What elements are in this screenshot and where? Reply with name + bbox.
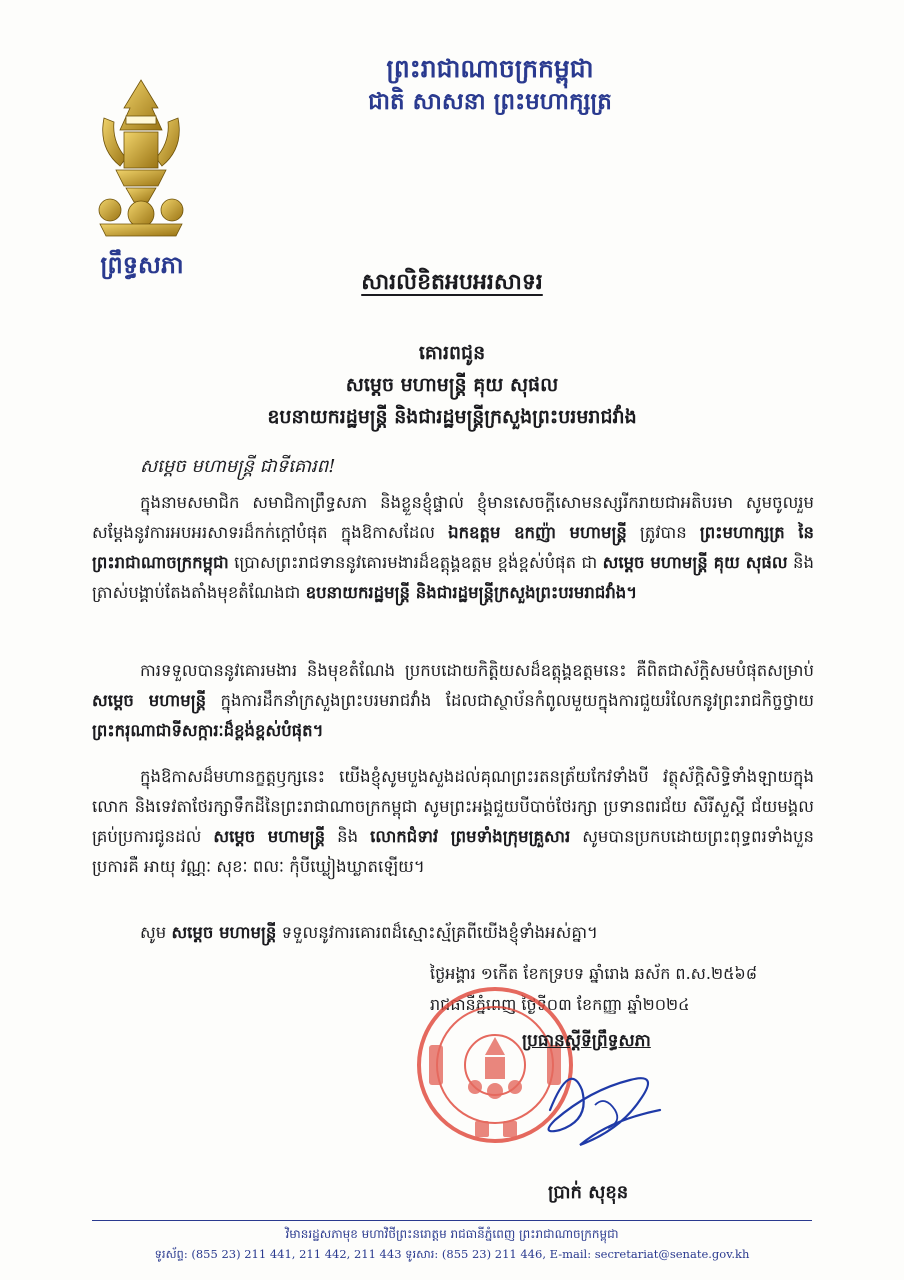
footer-contacts: ទូរស័ព្ទ: (855 23) 211 441, 211 442, 211 443 ទូរសារ: (855 23) 211 446, E-mail: secretariat@senate.gov.kh [154,1247,750,1261]
recipient-block [100,337,804,433]
p1-bold-king: ព្រះមហាក្សត្រ នៃព្រះរាជាណាចក្រកម្ពុជា [92,523,814,572]
p4-bold-name: សម្តេច មហាមន្ត្រី [171,923,277,942]
letter-title: សារលិខិតអបអរសាទរ [361,269,543,295]
p2-bold-name: សម្តេច មហាមន្ត្រី [92,691,207,710]
p2-text-2: ក្នុងការដឹកនាំក្រសួងព្រះបរមរាជវាំង ដែលជាស្ថាប័នកំពូលមួយក្នុងការជួយរំលែកនូវព្រះរាជកិច្ចថ្វាយ [206,691,814,710]
p3-text-3: សូមបានប្រកបដោយព្រះពុទ្ធពរទាំងបួនប្រការគឺ អាយុ វណ្ណៈ សុខៈ ពលៈ កុំបីឃ្លៀងឃ្លាតឡើយ។ [92,827,815,876]
kingdom-header [300,52,680,118]
p2-bold-king: ព្រះករុណាជាទីសក្ការៈដ៏ខ្ពង់ខ្ពស់បំផុត។ [92,721,324,740]
salutation: សម្តេច មហាមន្ត្រី ជាទីគោរព! [140,456,336,477]
paragraph-1 [92,488,814,608]
p3-text: ក្នុងឱកាសដ៏មហានក្ខត្តឫក្សនេះ យើងខ្ញុំសូមបួងសួងដល់គុណព្រះរតនត្រ័យកែវទាំងបី វត្ថុស័ក្តិសិទ្ធិទាំងឡាយក្នុងលោក និងទេវតាថែរក្សាទឹកដីនៃព្រះរាជាណាចក្រកម្ពុជា សូមព្រះអង្គជួយបីបាច់ថែរក្សា ប្រទានពរជ័យ សិរីសួស្តី ជ័យមង្គលគ្រប់ប្រការជូនដល់ [92,767,814,846]
kingdom-name: ព្រះរាជាណាចក្រកម្ពុជា [386,54,594,83]
footer-divider [92,1220,812,1221]
p4-text-2: ទទួលនូវការគោរពដ៏ស្មោះស្ម័គ្រពីយើងខ្ញុំទាំងអស់គ្នា។ [276,923,598,942]
p2-text: ការទទួលបាននូវគោរមងារ និងមុខតំណែង ប្រកបដោយកិត្តិយសដ៏ឧត្តុង្គឧត្តមនេះ គឺពិតជាស័ក្តិសមបំផុតសម្រាប់ [140,661,814,680]
p1-text-3: ប្រោសព្រះរាជទាននូវគោរមងារដ៏ឧត្តុង្គឧត្តម ខ្ពង់ខ្ពស់បំផុត ជា [228,553,603,572]
p3-text-2: និង [325,827,371,846]
paragraph-2 [92,656,814,746]
signer-title: ប្រធានស្តីទីព្រឹទ្ធសភា [522,1031,651,1051]
handwritten-signature [520,1050,680,1160]
recipient-position: ឧបនាយករដ្ឋមន្ត្រី និងជារដ្ឋមន្ត្រីក្រសួងព្រះបរមរាជវាំង [267,406,637,428]
p1-text-2: ត្រូវបាន [626,523,700,542]
p4-text: សូម [140,923,172,942]
p3-bold-name: សម្តេច មហាមន្ត្រី [213,827,326,846]
signer-name: ប្រាក់ សុខុន [548,1182,629,1203]
senate-emblem-logo [96,78,186,238]
solar-date: រាជធានីភ្នំពេញ ថ្ងៃទី០៣ ខែកញ្ញា ឆ្នាំ២០២៤ [430,995,690,1014]
greeting-line: គោរពជូន [418,342,486,364]
p1-text-4: និងត្រាស់បង្គាប់តែងតាំងមុខតំណែងជា [92,553,814,602]
lunar-date: ថ្ងៃអង្គារ ១កើត ខែកទ្របទ ឆ្នាំរោង ឆស័ក ព.ស.២៥៦៨ [430,964,758,983]
p1-bold-position: ឧបនាយករដ្ឋមន្ត្រី និងជារដ្ឋមន្ត្រីក្រសួងព្រះបរមរាជវាំង។ [305,583,638,602]
p1-text: ក្នុងនាមសមាជិក សមាជិកាព្រឹទ្ធសភា និងខ្លួនខ្ញុំផ្ទាល់ ខ្ញុំមានសេចក្តីសោមនស្សរីករាយជាអតិបរមា សូមចូលរួមសម្តែងនូវការអបអរសាទរដ៏កក់ក្តៅបំផុត ក្នុងឱកាសដែល [92,493,814,542]
footer-address: វិមានរដ្ឋសភាមុខ មហាវិថីព្រះនរោត្តម រាជធានីភ្នំពេញ ព្រះរាជាណាចក្រកម្ពុជា [285,1227,619,1241]
paragraph-4 [140,918,862,948]
institution-name: ព្រឹទ្ធសភា [100,250,184,279]
recipient-name: សម្តេច មហាមន្ត្រី គុយ សុផល [345,374,559,396]
p1-bold-title: ឯកឧត្តម ឧកញ៉ា មហាមន្ត្រី [448,523,627,542]
p1-bold-name: សម្តេច មហាមន្ត្រី គុយ សុផល [602,553,788,572]
paragraph-3 [92,762,814,882]
p3-bold-family: លោកជំទាវ ព្រមទាំងក្រុមគ្រួសារ [370,827,571,846]
national-motto: ជាតិ សាសនា ព្រះមហាក្សត្រ [368,88,612,115]
